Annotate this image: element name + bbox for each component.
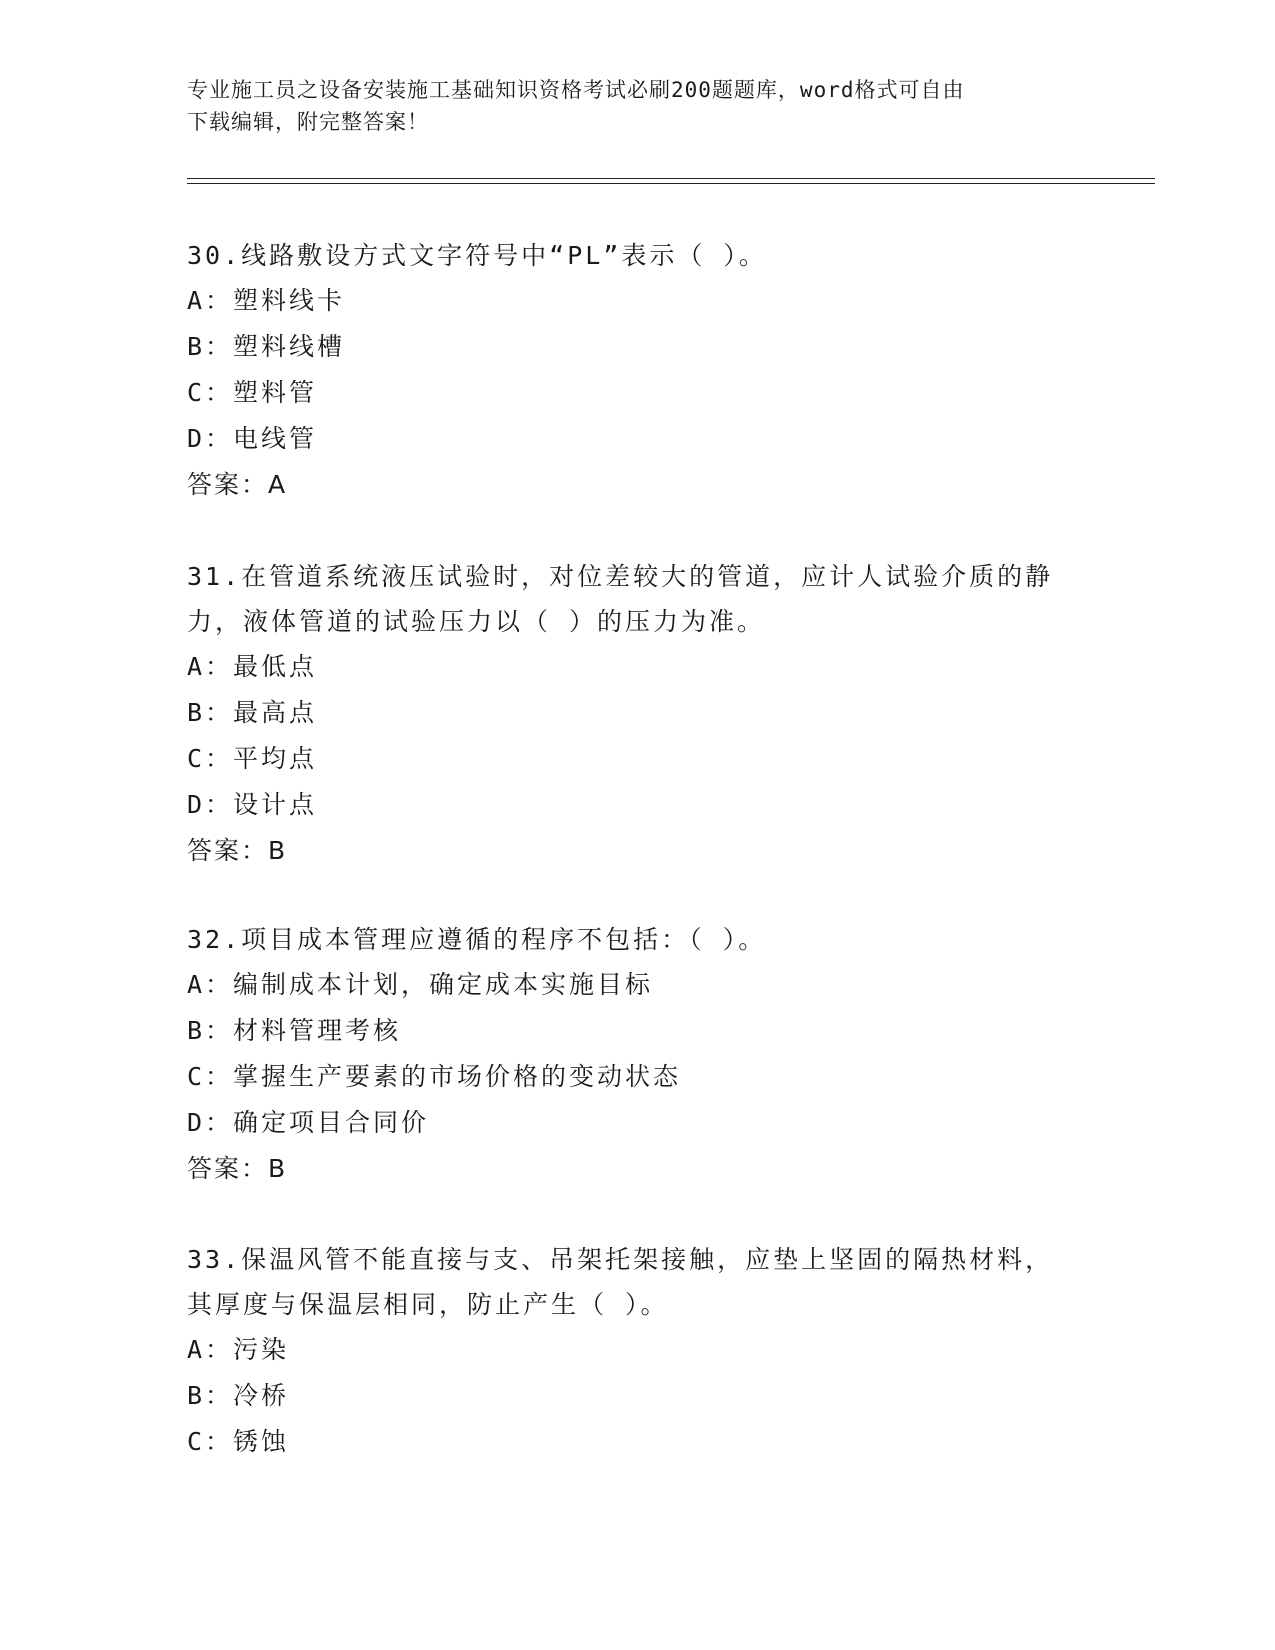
option-b: B：最高点 [187, 698, 318, 727]
option-a: A：最低点 [187, 652, 318, 681]
question-text: 30.线路敷设方式文字符号中“PL”表示（ ）。 [187, 241, 767, 270]
option-a: A：污染 [187, 1335, 290, 1364]
question-text: 32.项目成本管理应遵循的程序不包括：（ ）。 [187, 925, 767, 954]
option-c: C：平均点 [187, 744, 318, 773]
question-text-continued: 其厚度与保温层相同，防止产生（ ）。 [187, 1290, 669, 1319]
question-text: 31.在管道系统液压试验时，对位差较大的管道，应计人试验介质的静 [187, 562, 1054, 591]
option-b: B：材料管理考核 [187, 1016, 402, 1045]
option-a: A：塑料线卡 [187, 286, 346, 315]
option-c: C：掌握生产要素的市场价格的变动状态 [187, 1062, 682, 1091]
question-text-continued: 力，液体管道的试验压力以（ ）的压力为准。 [187, 607, 766, 636]
header-line-1: 专业施工员之设备安装施工基础知识资格考试必刷200题题库，word格式可自由 [187, 78, 965, 102]
option-b: B：冷桥 [187, 1381, 290, 1410]
option-d: D：确定项目合同价 [187, 1108, 430, 1137]
option-d: D：电线管 [187, 424, 318, 453]
question-text: 33.保温风管不能直接与支、吊架托架接触，应垫上坚固的隔热材料， [187, 1245, 1054, 1274]
answer: 答案：B [187, 836, 288, 865]
answer: 答案：B [187, 1154, 288, 1183]
question-33 [187, 1237, 1087, 1465]
answer: 答案：A [187, 470, 288, 499]
header-line-2: 下载编辑，附完整答案！ [187, 110, 429, 134]
header-divider-bottom [187, 183, 1155, 184]
header-divider-top [187, 178, 1155, 179]
option-d: D：设计点 [187, 790, 318, 819]
document-header [187, 74, 1067, 138]
option-b: B：塑料线槽 [187, 332, 346, 361]
question-30 [187, 233, 1087, 508]
option-c: C：塑料管 [187, 378, 318, 407]
question-31 [187, 554, 1087, 874]
question-32 [187, 917, 1087, 1192]
option-a: A：编制成本计划，确定成本实施目标 [187, 970, 654, 999]
option-c: C：锈蚀 [187, 1427, 290, 1456]
